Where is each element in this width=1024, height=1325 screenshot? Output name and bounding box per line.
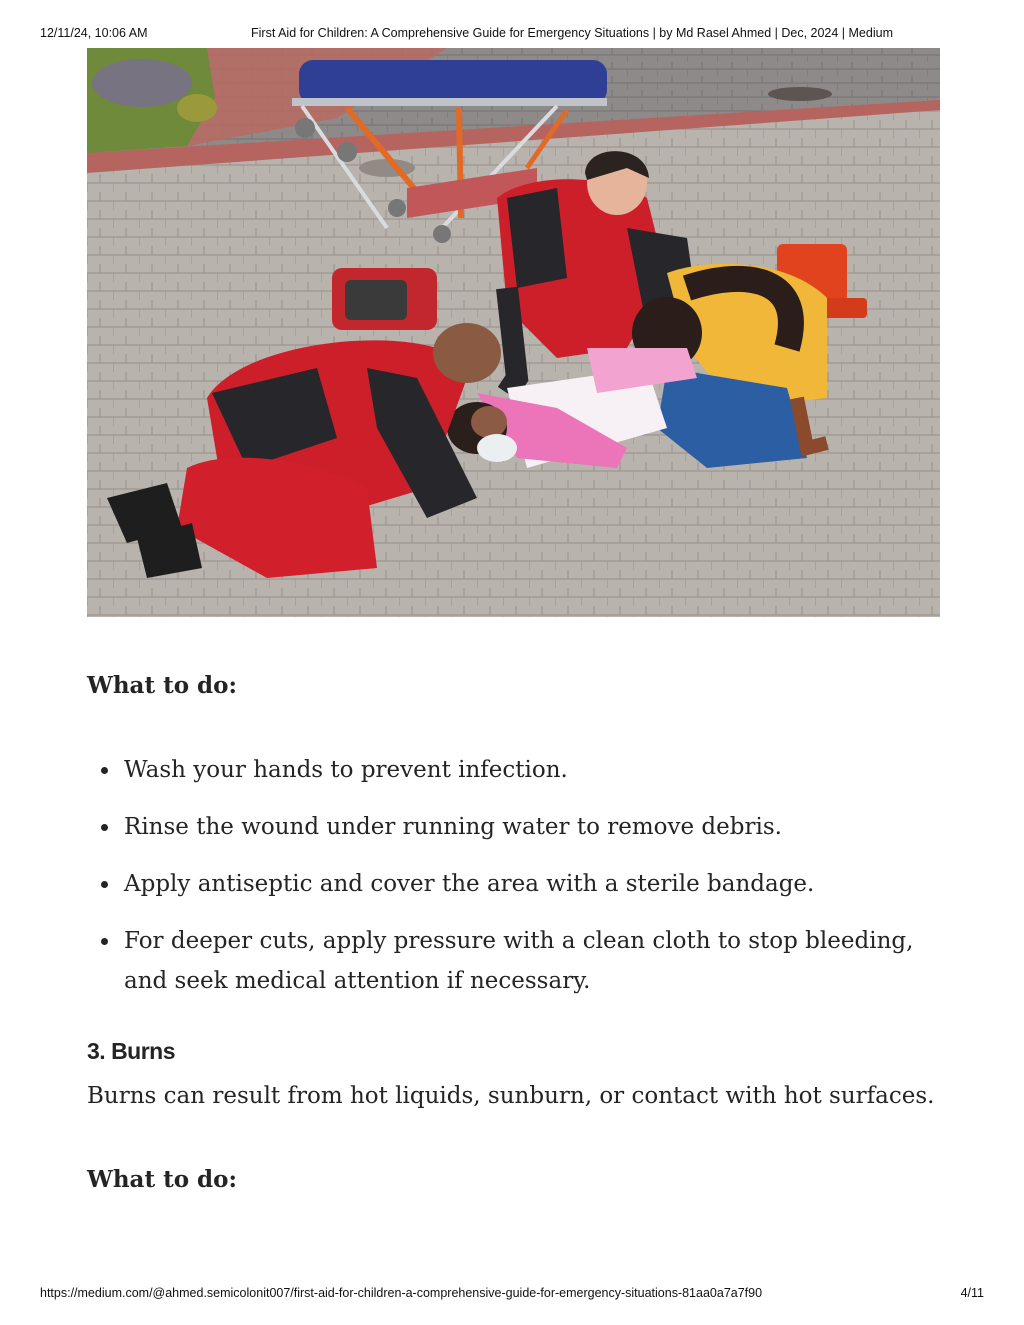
print-date: 12/11/24, 10:06 AM: [40, 26, 148, 40]
print-page-number: 4/11: [960, 1286, 984, 1300]
list-item: Wash your hands to prevent infection.: [87, 750, 937, 790]
burns-paragraph: Burns can result from hot liquids, sunburn, or contact with hot surfaces.: [87, 1083, 935, 1109]
list-item: For deeper cuts, apply pressure with a clean cloth to stop bleeding, and seek medical attention if necessary.: [87, 921, 937, 1001]
list-item: Rinse the wound under running water to remove debris.: [87, 807, 937, 847]
first-aid-steps-list: [87, 750, 937, 1018]
print-page-title: First Aid for Children: A Comprehensive Guide for Emergency Situations | by Md Rasel Ahmed | Dec, 2024 | Medium: [251, 26, 893, 40]
what-to-do-label: What to do:: [87, 672, 237, 699]
article-hero-image: [87, 48, 940, 617]
what-to-do-label-burns: What to do:: [87, 1166, 237, 1193]
list-item: Apply antiseptic and cover the area with a sterile bandage.: [87, 864, 937, 904]
section-heading-burns: 3. Burns: [87, 1038, 176, 1064]
print-url: https://medium.com/@ahmed.semicolonit007/first-aid-for-children-a-comprehensive-guide-for-emergency-situations-81aa0a7a7f90: [40, 1286, 763, 1300]
